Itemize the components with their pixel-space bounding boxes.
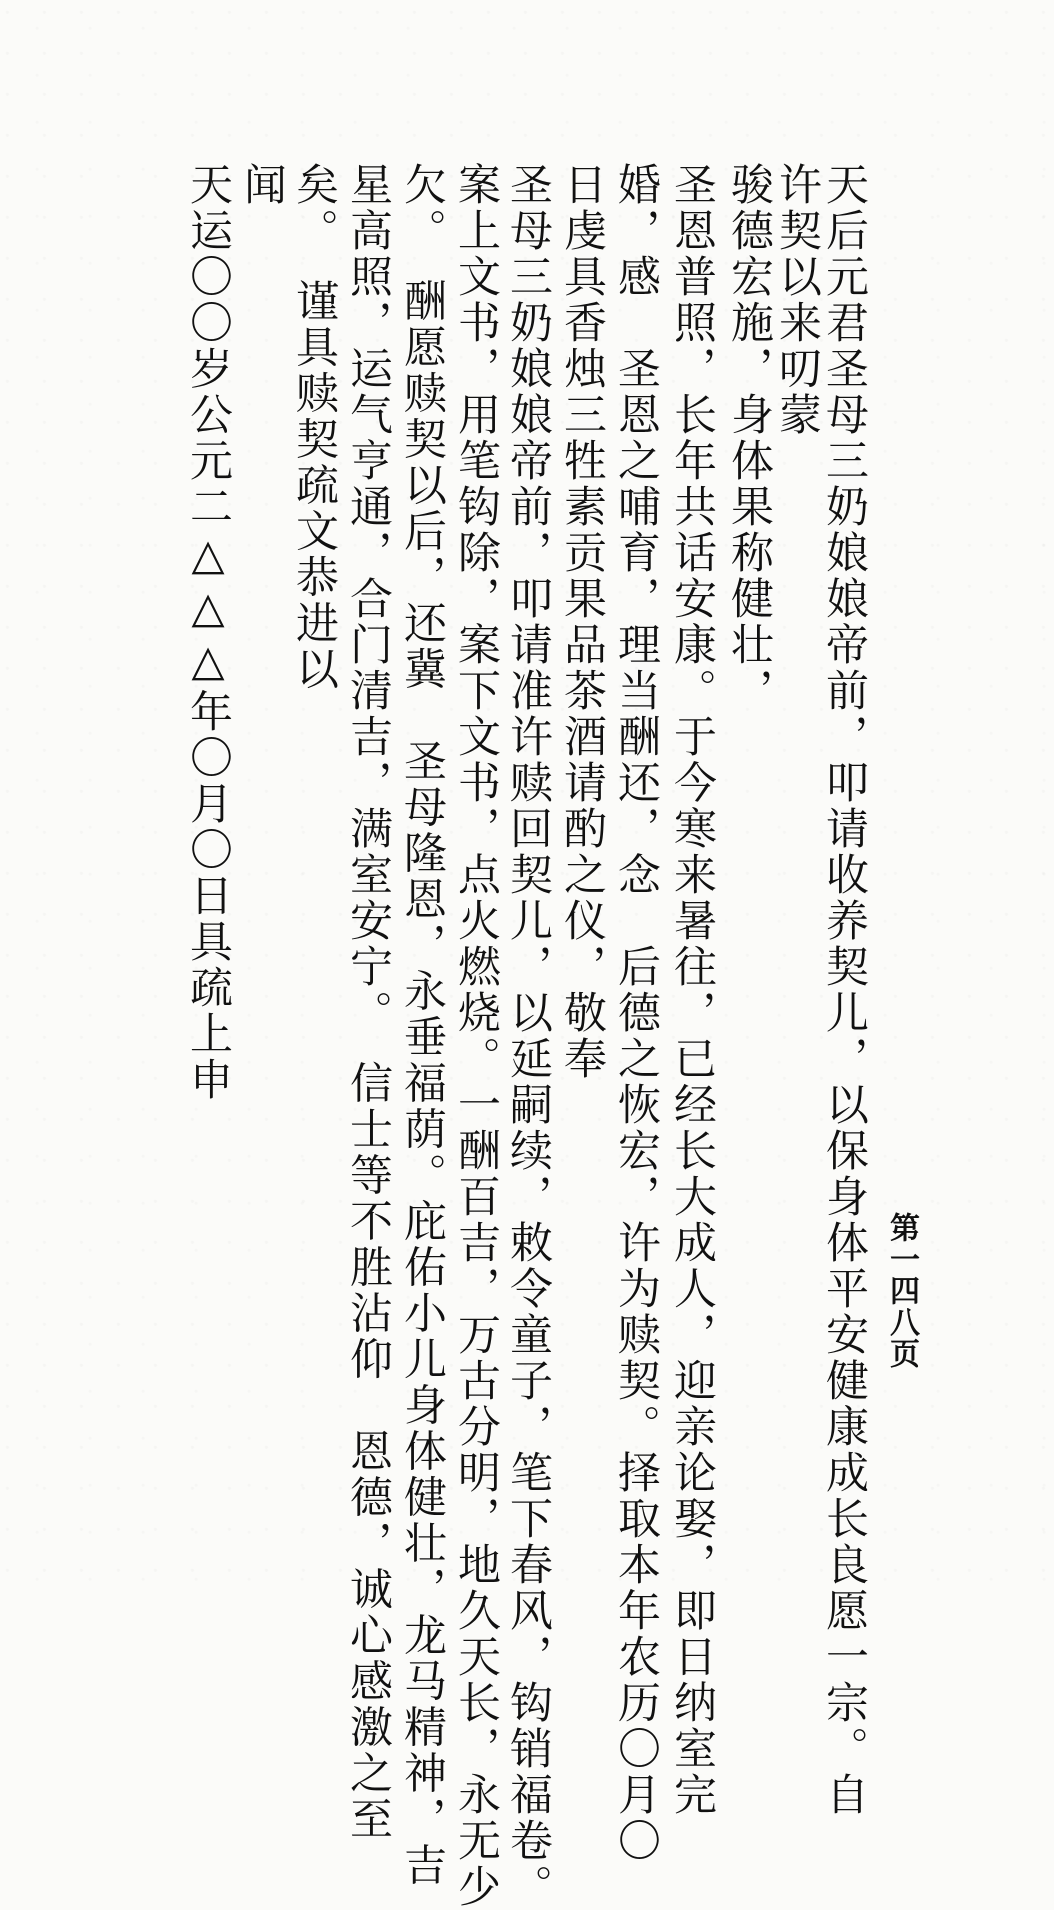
- text-column-10: 星高照，运气亨通，合门清吉，满室安宁。 信士等不胜沾仰 恩德，诚心感激之至: [343, 162, 393, 1843]
- page-number: 第一四八页: [884, 1212, 919, 1370]
- text-column-9: 欠。 酬愿赎契以后，还冀 圣母隆恩，永垂福荫。庇佑小儿身体健壮，龙马精神，吉: [397, 162, 447, 1889]
- text-column-11: 矣。 谨具赎契疏文恭进以: [289, 162, 339, 693]
- text-column-8: 案上文书，用笔钩除，案下文书，点火燃烧。一酬百吉，万古分明，地久天长，永无少: [451, 162, 501, 1910]
- text-column-13: 天运〇〇岁公元二△△△年〇月〇日具疏上申: [183, 162, 233, 1104]
- text-column-4: 圣恩普照，长年共话安康。于今寒来暑往，已经长大成人，迎亲论娶，即日纳室完: [667, 162, 717, 1819]
- text-column-1: 天后元君圣母三奶娘娘帝前，叩请收养契儿，以保身体平安健康成长良愿一宗。自: [819, 162, 869, 1819]
- text-column-2: 许契以来叨蒙: [772, 162, 822, 439]
- text-column-12: 闻: [237, 162, 287, 209]
- text-column-3: 骏德宏施，身体果称健壮，: [724, 162, 774, 715]
- text-column-5: 婚，感 圣恩之哺育，理当酬还，念 后德之恢宏，许为赎契。择取本年农历〇月〇: [611, 162, 661, 1865]
- text-column-7: 圣母三奶娘娘帝前，叩请准许赎回契儿，以延嗣续，敕令童子，笔下春风，钩销福卷。: [503, 162, 553, 1910]
- text-column-6: 日虔具香烛三牲素贡果品茶酒请酌之仪，敬奉: [557, 162, 607, 1083]
